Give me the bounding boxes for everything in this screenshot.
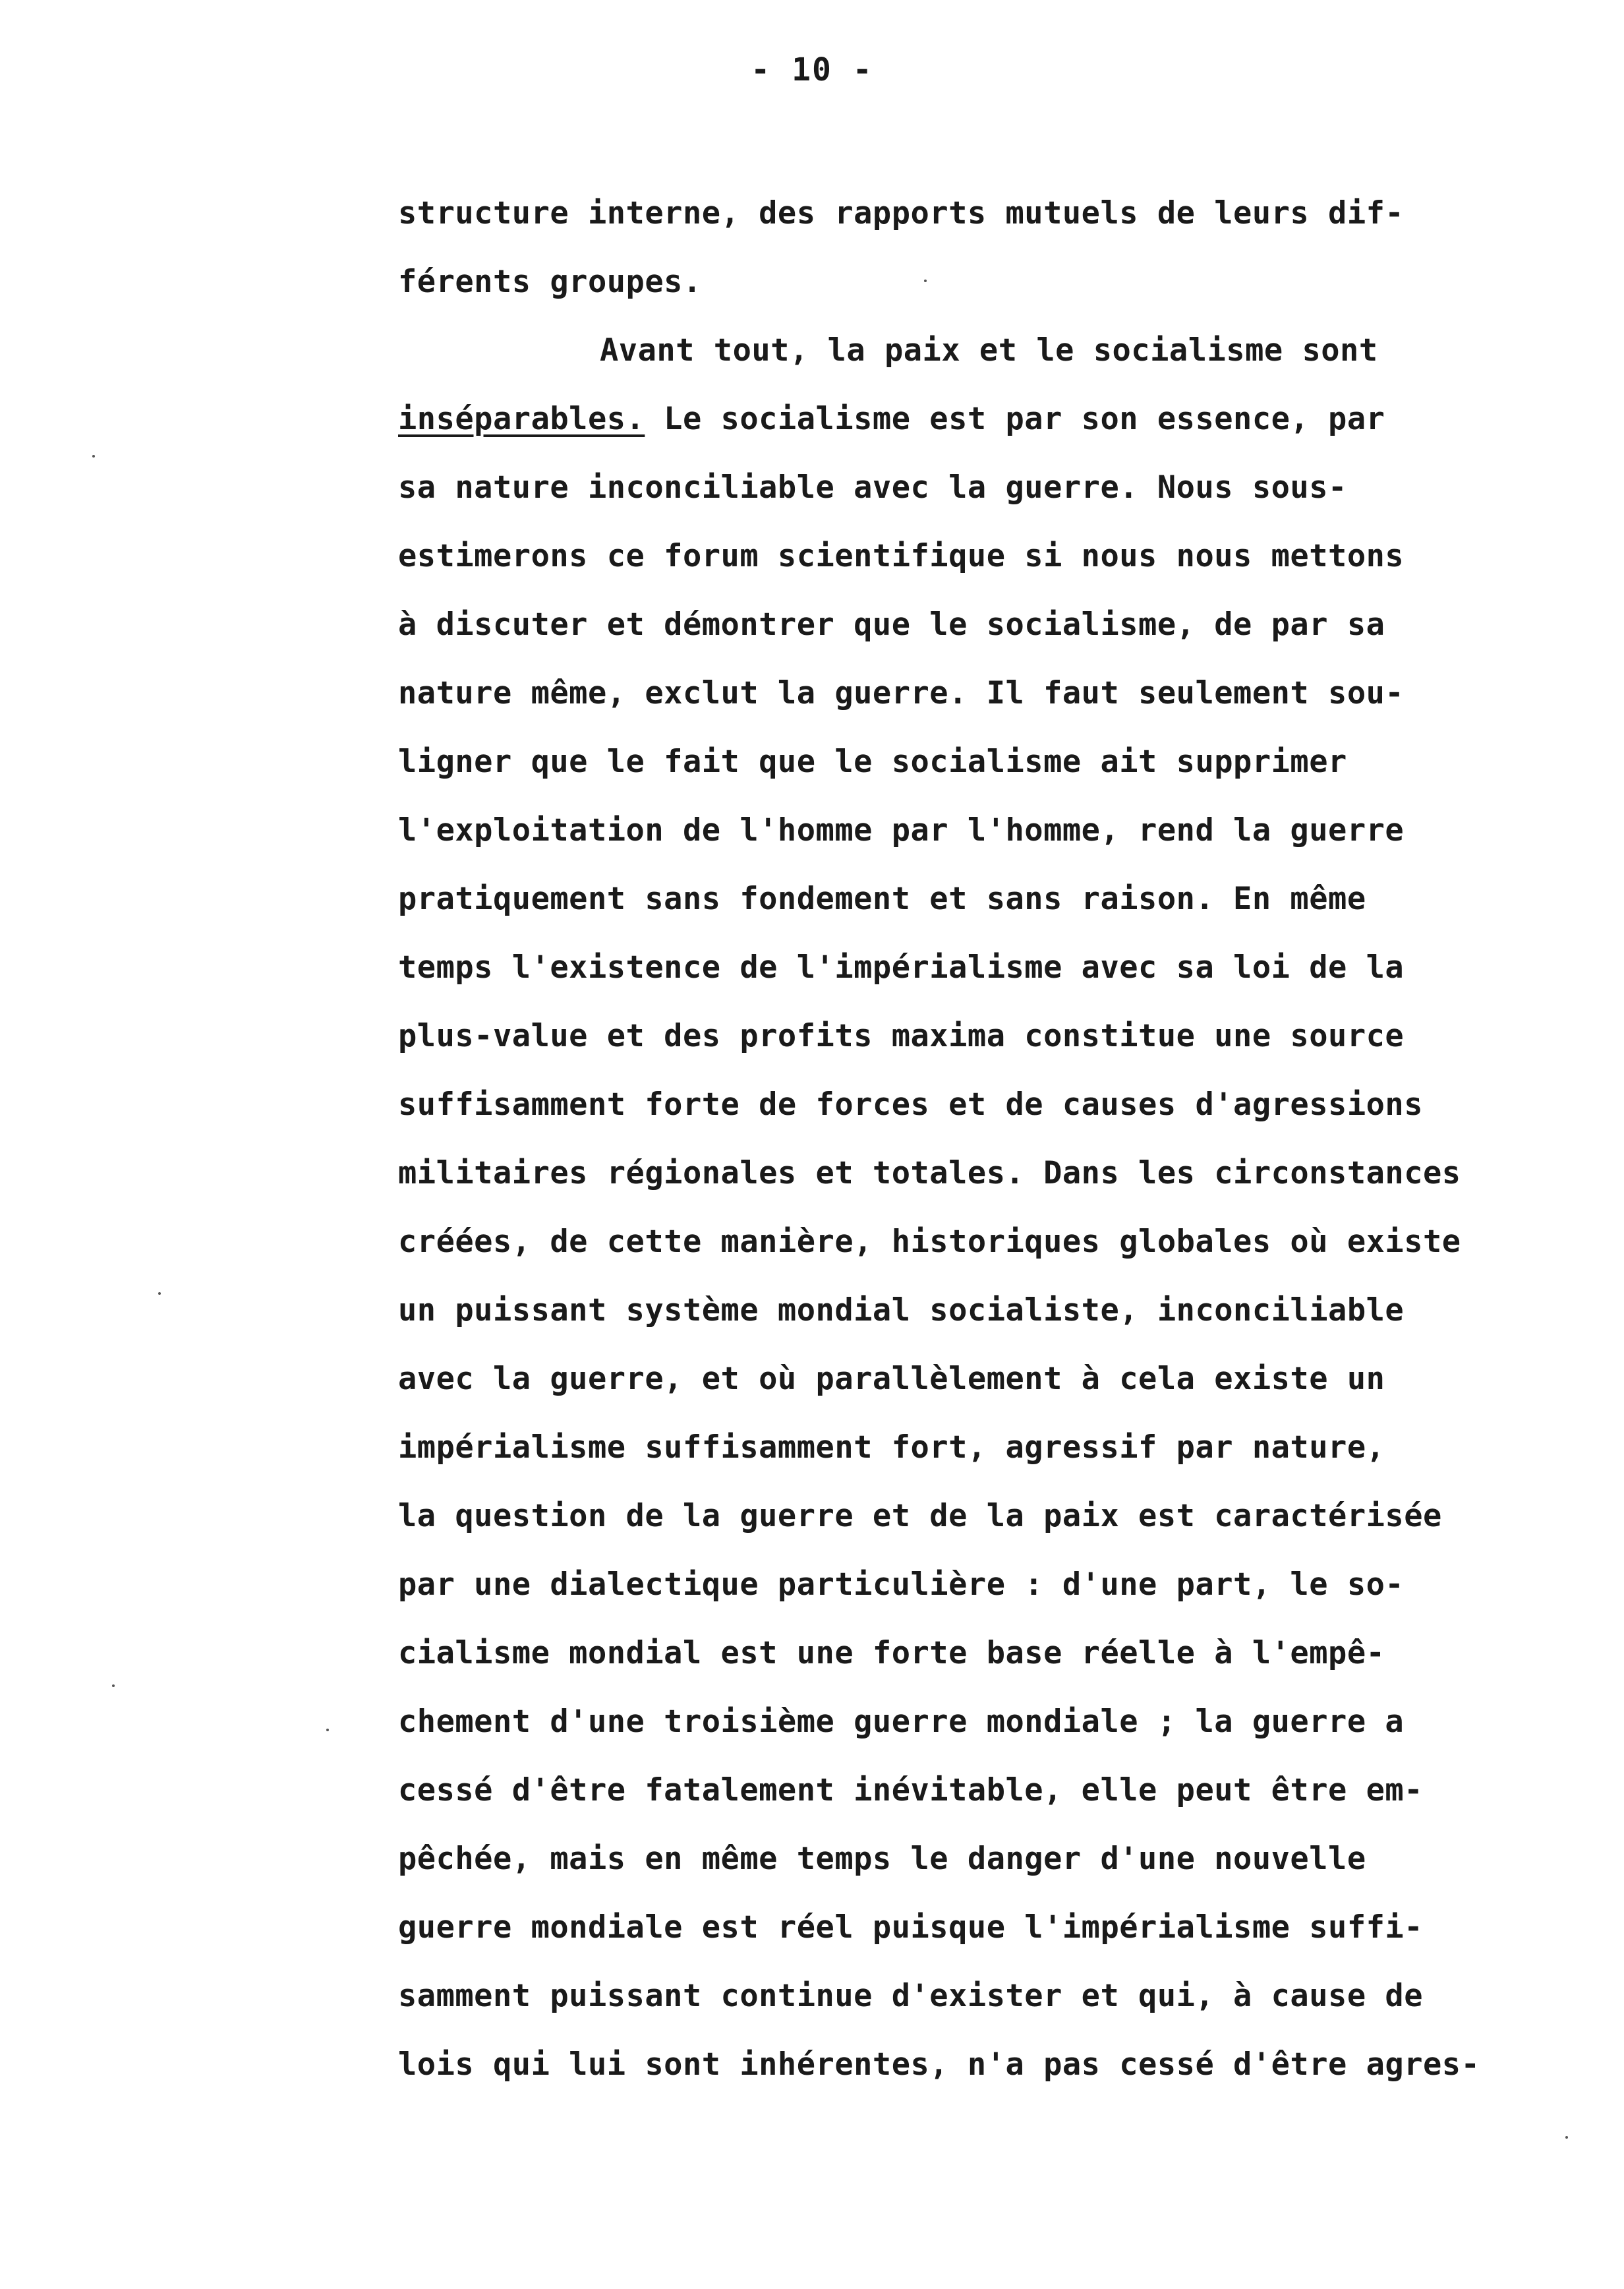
text-line: temps l'existence de l'impérialisme avec sa loi de la bbox=[398, 949, 1405, 986]
paragraph-start-line: Avant tout, la paix et le socialisme sont bbox=[600, 332, 1378, 369]
text-line: par une dialectique particulière : d'une part, le so- bbox=[398, 1566, 1405, 1603]
text-line: la question de la guerre et de la paix est caractérisée bbox=[398, 1498, 1442, 1534]
text-line: structure interne, des rapports mutuels de leurs dif- bbox=[398, 195, 1405, 231]
scan-speck bbox=[326, 1729, 329, 1731]
text-line: à discuter et démontrer que le socialisme, de par sa bbox=[398, 607, 1385, 643]
scan-speck bbox=[1565, 2136, 1568, 2139]
scan-speck bbox=[92, 455, 95, 458]
scan-speck bbox=[112, 1684, 115, 1687]
text-line: estimerons ce forum scientifique si nous nous mettons bbox=[398, 538, 1405, 574]
scan-speck bbox=[924, 280, 927, 282]
text-line: sa nature inconciliable avec la guerre. Nous sous- bbox=[398, 469, 1347, 506]
scan-speck bbox=[158, 1292, 161, 1295]
emphasized-word: inséparables. bbox=[398, 401, 645, 437]
text-line: chement d'une troisième guerre mondiale ; la guerre a bbox=[398, 1704, 1405, 1740]
text-line: créées, de cette manière, historiques globales où existe bbox=[398, 1224, 1461, 1260]
text-line: avec la guerre, et où parallèlement à cela existe un bbox=[398, 1361, 1385, 1397]
text-line-rest: Le socialisme est par son essence, par bbox=[645, 401, 1385, 437]
text-line: cessé d'être fatalement inévitable, elle peut être em- bbox=[398, 1772, 1424, 1808]
text-line: plus-value et des profits maxima constitue une source bbox=[398, 1018, 1405, 1054]
text-line bbox=[398, 401, 1385, 437]
text-line: cialisme mondial est une forte base réelle à l'empê- bbox=[398, 1635, 1385, 1671]
text-line: impérialisme suffisamment fort, agressif par nature, bbox=[398, 1429, 1385, 1466]
text-line: militaires régionales et totales. Dans les circonstances bbox=[398, 1155, 1461, 1191]
text-line: férents groupes. bbox=[398, 264, 702, 300]
text-line: l'exploitation de l'homme par l'homme, rend la guerre bbox=[398, 812, 1405, 848]
text-line: pêchée, mais en même temps le danger d'une nouvelle bbox=[398, 1841, 1366, 1877]
text-line: nature même, exclut la guerre. Il faut seulement sou- bbox=[398, 675, 1405, 711]
text-line: samment puissant continue d'exister et qui, à cause de bbox=[398, 1978, 1424, 2014]
page-number: - 10 - bbox=[751, 51, 873, 88]
text-line: un puissant système mondial socialiste, inconciliable bbox=[398, 1292, 1405, 1328]
text-line: ligner que le fait que le socialisme ait supprimer bbox=[398, 744, 1347, 780]
text-line: suffisamment forte de forces et de causes d'agressions bbox=[398, 1086, 1424, 1123]
text-line: lois qui lui sont inhérentes, n'a pas cessé d'être agres- bbox=[398, 2046, 1480, 2083]
text-line: guerre mondiale est réel puisque l'impérialisme suffi- bbox=[398, 1909, 1424, 1946]
text-line: pratiquement sans fondement et sans raison. En même bbox=[398, 881, 1366, 917]
